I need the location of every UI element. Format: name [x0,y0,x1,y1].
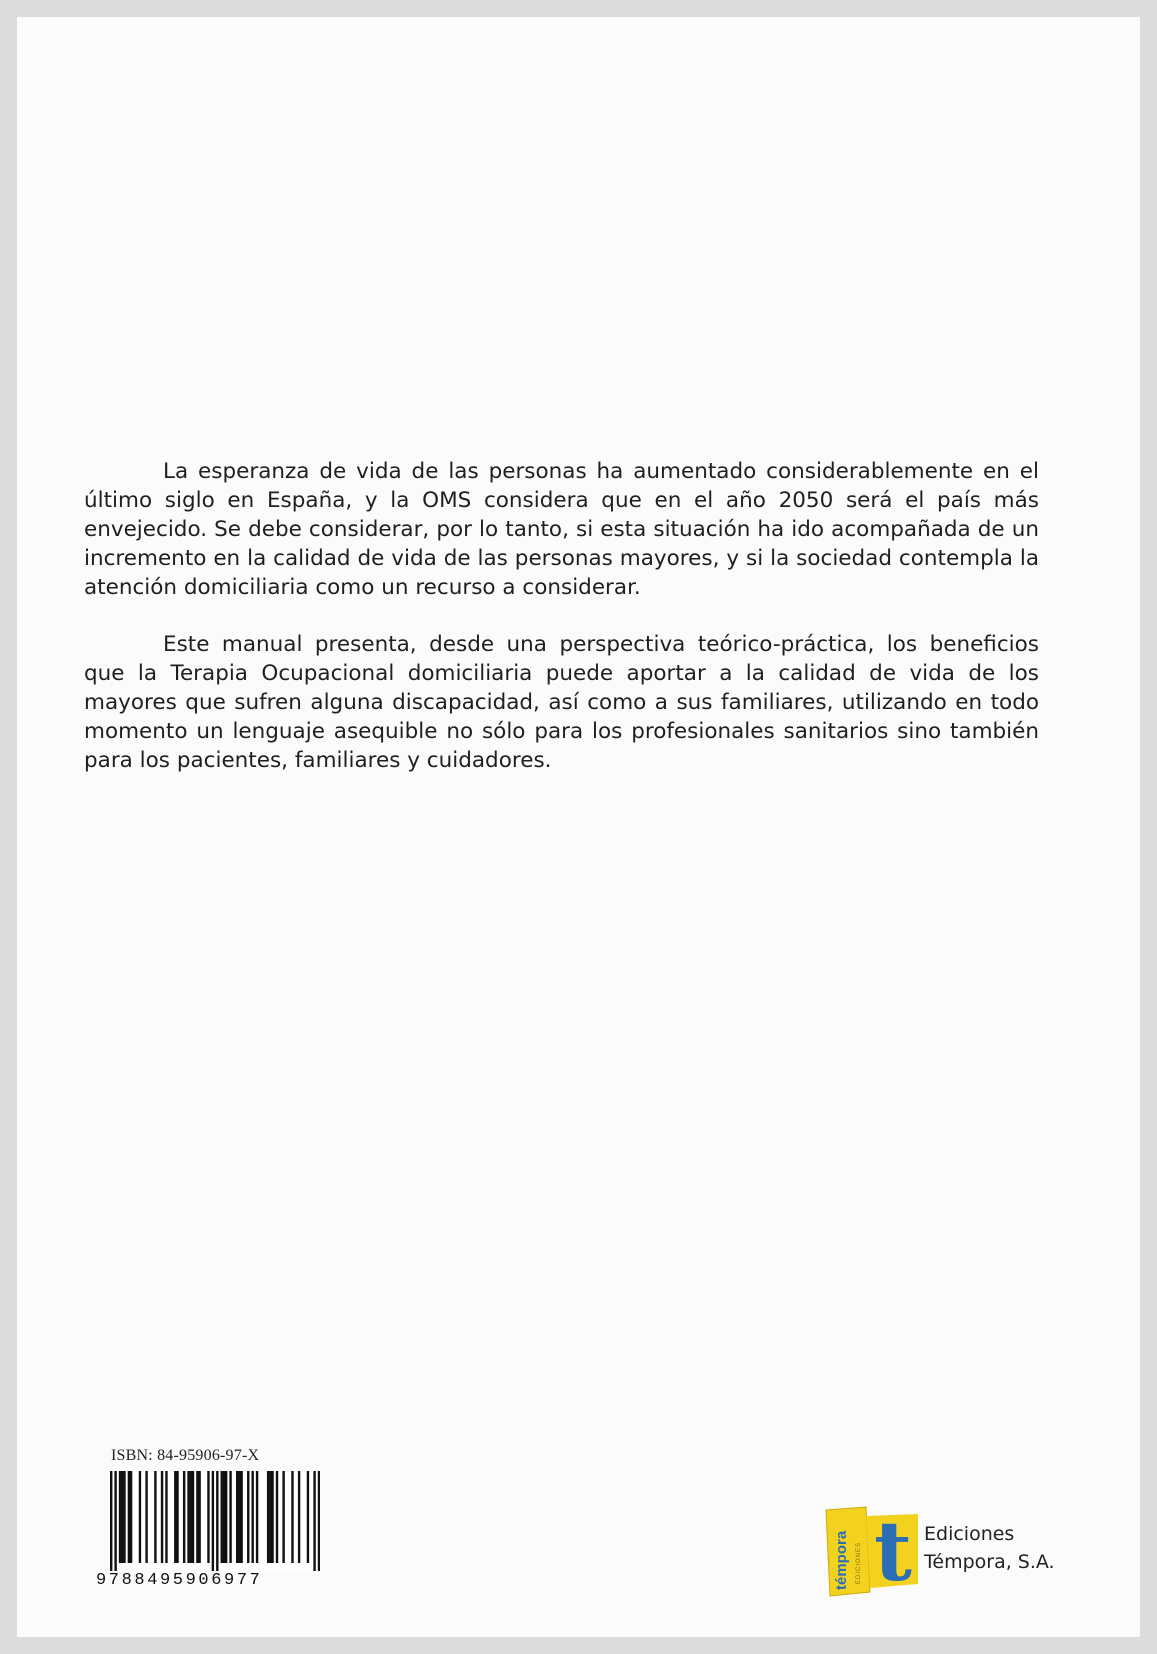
publisher-name-line-2: Témpora, S.A. [924,1551,1055,1573]
barcode-bar [174,1471,176,1563]
barcode-bar [114,1471,116,1571]
barcode-bar [298,1471,300,1563]
barcode-digits: 9788495906977 [96,1571,263,1590]
book-back-cover [17,17,1140,1637]
barcode-bar [192,1471,194,1563]
barcode-bar [271,1471,273,1563]
isbn-label: ISBN: 84-95906-97-X [111,1447,260,1464]
barcode-bar [123,1471,125,1563]
barcode-bar [130,1471,132,1563]
barcode-bar [223,1471,225,1563]
barcode-bar [236,1471,238,1563]
publisher-name-line-1: Ediciones [924,1523,1015,1545]
barcode-bar [291,1471,293,1563]
barcode-bar [282,1471,284,1563]
barcode-bar [216,1471,218,1571]
barcode-bar [313,1471,315,1571]
barcode-bar [238,1471,240,1563]
logo-small-word: EDICIONES [856,1541,862,1584]
barcode-bar [267,1471,269,1563]
barcode-bar [183,1471,185,1563]
blurb-paragraph-1: La esperanza de vida de las personas ha aumentado considerablemente en el último siglo en España, y la OMS considera que en el año 2050 será el país más envejecido. Se debe considerar, por lo tanto, si esta situación ha ido acompañada de un incremento en la calidad de vida de las personas mayores, y si la sociedad contempla la atención domiciliaria como un recurso a considerar. [84,459,1039,600]
barcode-bar [229,1471,231,1563]
barcode-bar [145,1471,147,1563]
barcode-bar [165,1471,167,1563]
barcode-bar [256,1471,258,1563]
barcode-bar [269,1471,271,1563]
barcode-bar [247,1471,249,1563]
barcode-bar [198,1471,200,1563]
barcode-bar [187,1471,189,1563]
publisher-logo [820,1504,920,1599]
barcode-bar [251,1471,253,1563]
barcode-bar [318,1471,320,1571]
barcode-bar [212,1471,214,1571]
barcode-bar [121,1471,123,1563]
barcode-bar [276,1471,278,1563]
back-cover-blurb [84,457,1039,803]
barcode-bar [161,1471,163,1563]
isbn-block [96,1447,322,1593]
barcode-bar [119,1471,121,1563]
blurb-paragraph-2: Este manual presenta, desde una perspectiva teórico-práctica, los beneficios que la Terapia Ocupacional domiciliaria puede aportar a la calidad de vida de los mayores que sufren alguna discapacidad, así como a sus familiares, utilizando en todo momento un lenguaje asequible no sólo para los profesionales sanitarios sino también para los pacientes, familiares y cuidadores. [84,632,1039,773]
barcode-bar [139,1471,141,1563]
barcode-bar [221,1471,223,1563]
logo-letter: t [874,1504,912,1599]
barcode-bar [176,1471,178,1563]
barcode-bar [154,1471,156,1563]
publisher-block [820,1504,1060,1599]
barcode-bar [207,1471,209,1563]
barcode-bar [240,1471,242,1563]
barcode-bar [110,1471,112,1571]
barcode-bar [190,1471,192,1563]
logo-word: témpora [833,1530,850,1590]
barcode-bar [128,1471,130,1563]
barcode-bar [307,1471,309,1563]
barcode-bar [225,1471,227,1563]
barcode-icon [110,1471,320,1571]
barcode-bar [196,1471,198,1563]
publisher-name [924,1520,1055,1576]
